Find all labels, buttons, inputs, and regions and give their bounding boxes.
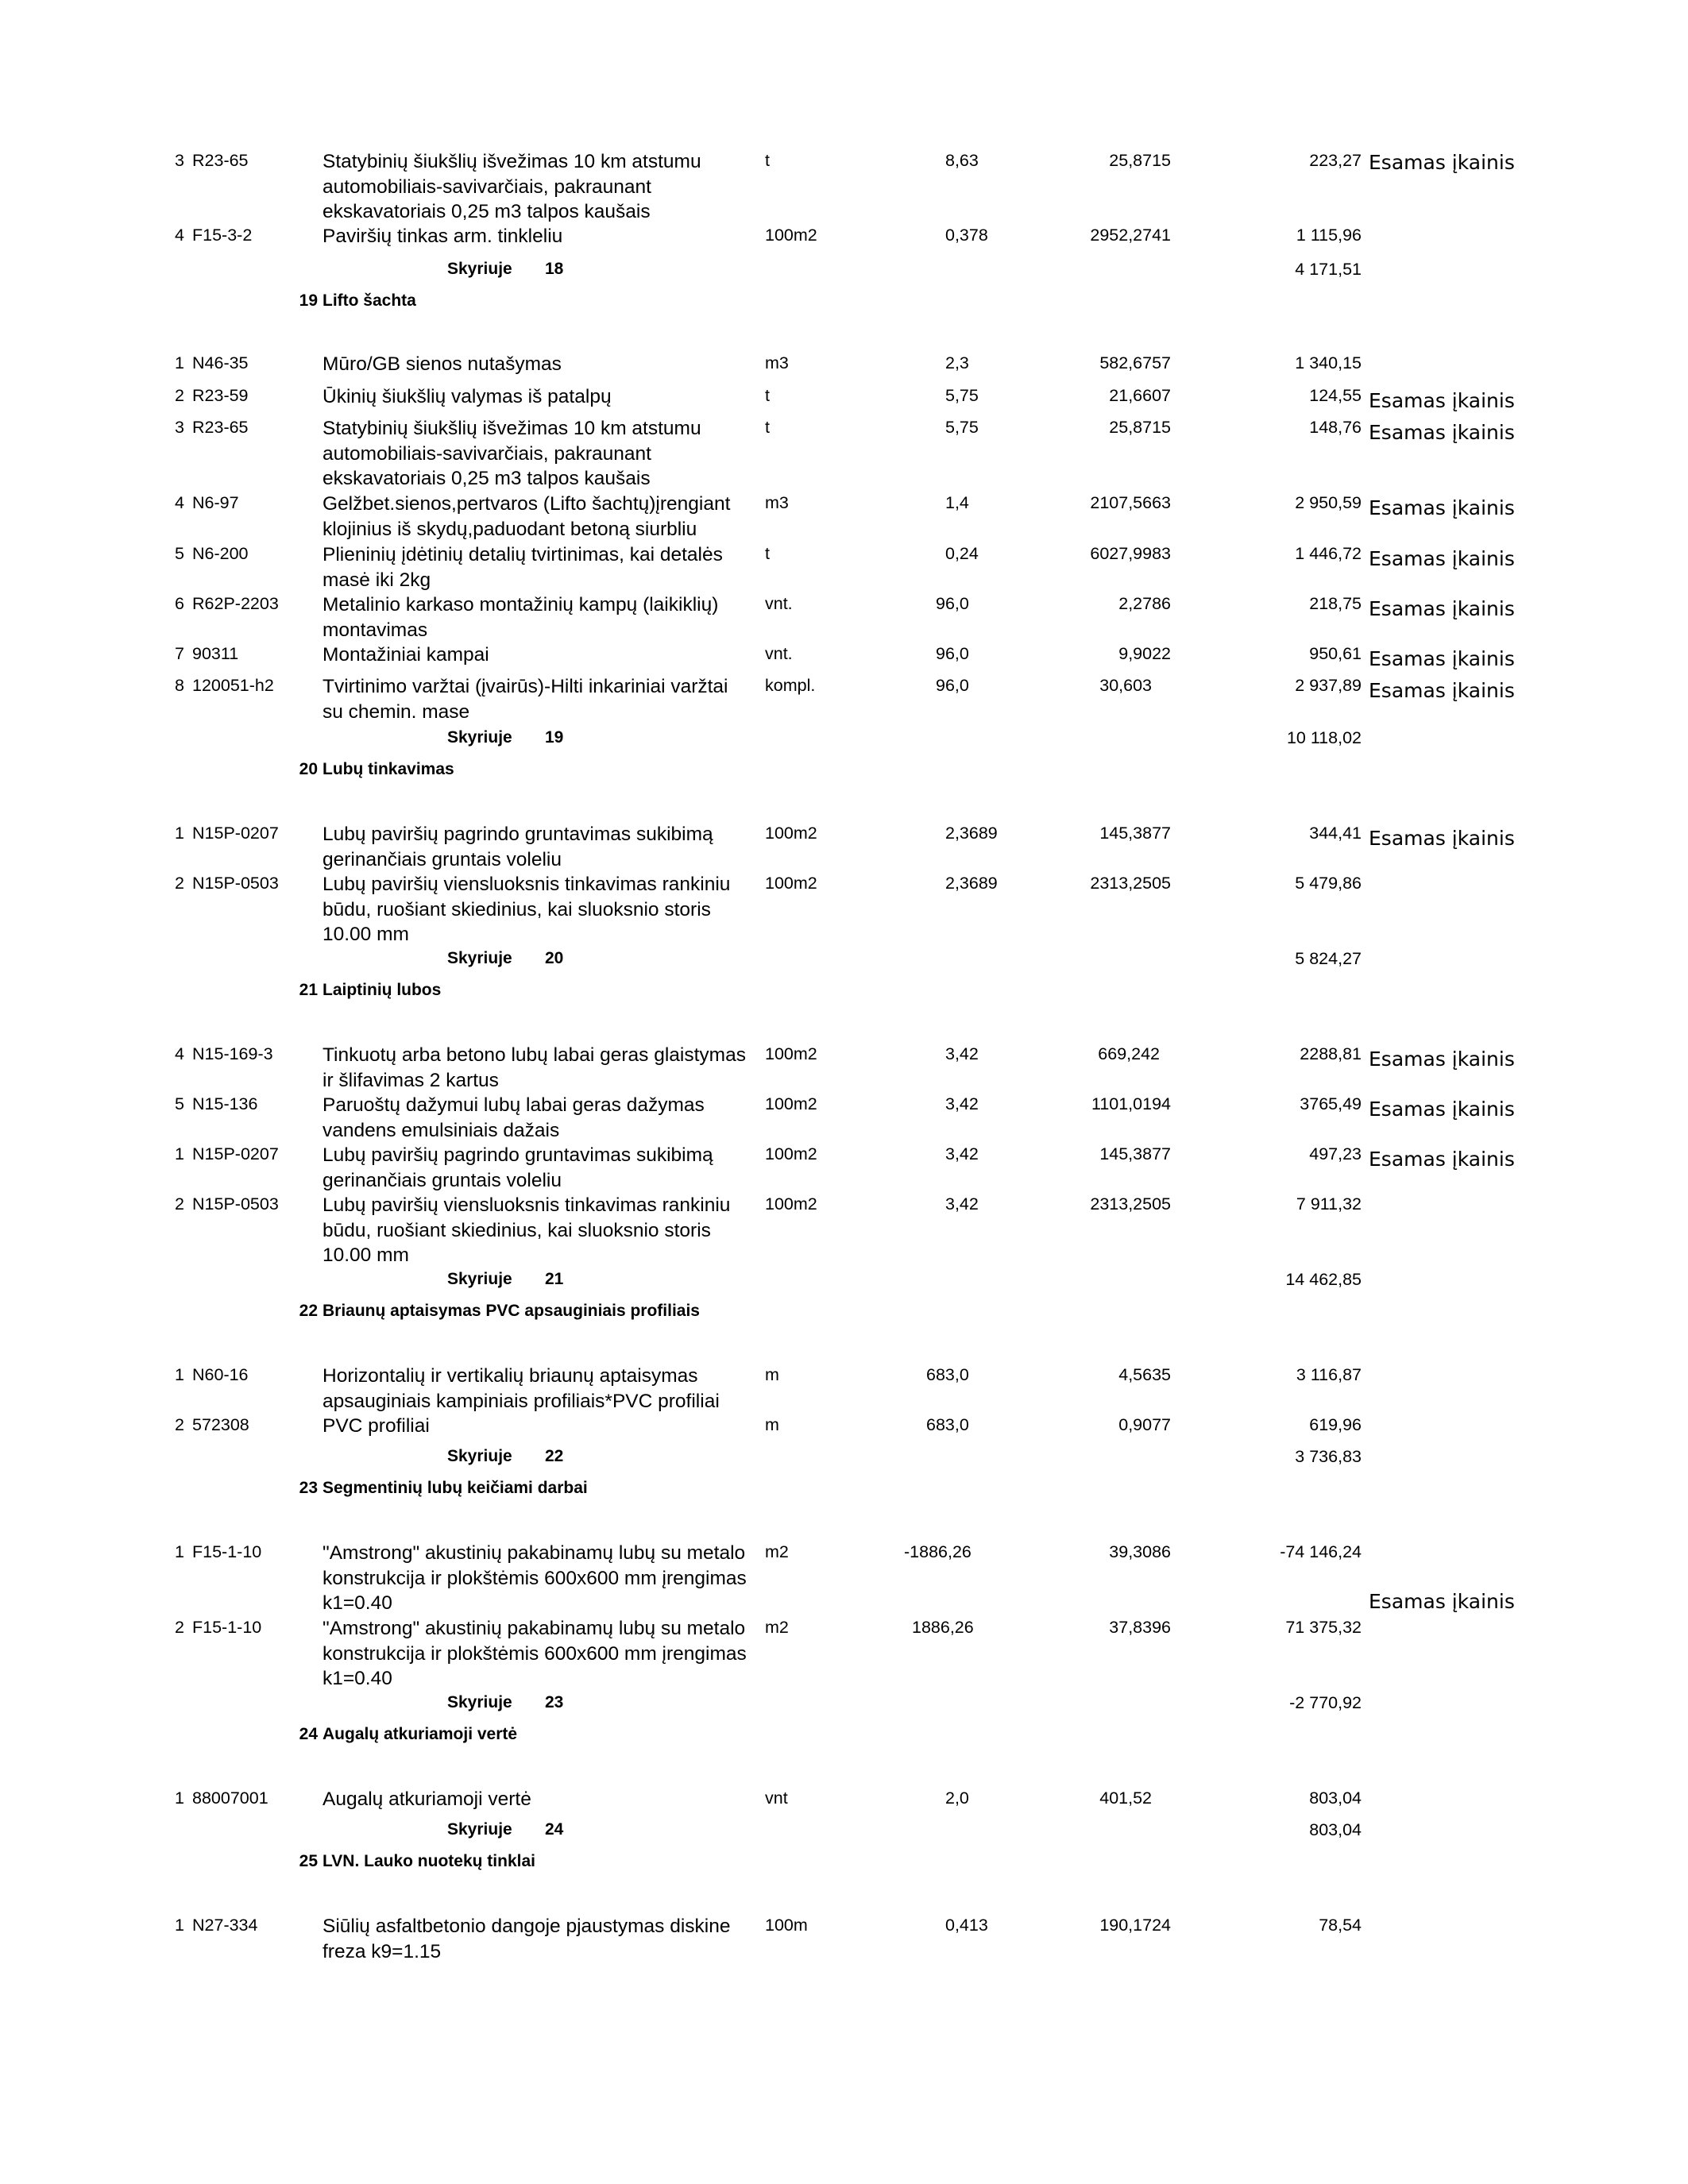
item-number: 5 (175, 544, 184, 563)
subtotal-value: -2 770,92 (1289, 1693, 1362, 1712)
item-code: N46-35 (192, 353, 249, 372)
item-price: 2952,2741 (1090, 226, 1171, 245)
item-code: N15P-0503 (192, 1194, 279, 1214)
section-number: 23 (299, 1479, 318, 1497)
price-note: Esamas įkainis (1369, 679, 1515, 702)
item-unit: 100m2 (765, 226, 817, 245)
item-quantity: 0,24 (945, 544, 979, 563)
item-code: N15P-0503 (192, 874, 279, 893)
section-title: LVN. Lauko nuotekų tinklai (323, 1852, 535, 1870)
item-total: 223,27 (1309, 151, 1362, 170)
item-number: 2 (175, 1618, 184, 1637)
item-price: 145,3877 (1099, 1144, 1171, 1163)
item-quantity: 683,0 (926, 1415, 969, 1434)
item-code: N60-16 (192, 1365, 249, 1384)
subtotal-label: Skyriuje (447, 1820, 512, 1839)
item-quantity: 0,378 (945, 226, 988, 245)
price-note: Esamas įkainis (1369, 496, 1515, 519)
item-total: 619,96 (1309, 1415, 1362, 1434)
item-number: 1 (175, 353, 184, 372)
item-total: 71 375,32 (1285, 1618, 1362, 1637)
section-title: Lubų tinkavimas (323, 760, 454, 778)
subtotal-section-number: 22 (545, 1447, 564, 1465)
subtotal-value: 14 462,85 (1285, 1270, 1362, 1289)
subtotal-label: Skyriuje (447, 728, 512, 747)
item-total: 803,04 (1309, 1788, 1362, 1808)
section-number: 24 (299, 1725, 318, 1743)
item-code: N15-169-3 (192, 1044, 273, 1063)
item-quantity: 0,413 (945, 1916, 988, 1935)
item-number: 3 (175, 151, 184, 170)
item-unit: 100m2 (765, 1094, 817, 1113)
subtotal-section-number: 21 (545, 1270, 564, 1288)
item-unit: t (765, 151, 770, 170)
item-price: 6027,9983 (1090, 544, 1171, 563)
section-number: 22 (299, 1302, 318, 1320)
item-code: R23-65 (192, 418, 249, 437)
item-price: 0,9077 (1118, 1415, 1171, 1434)
item-code: F15-1-10 (192, 1542, 262, 1561)
item-quantity: -1886,26 (904, 1542, 971, 1561)
price-note: Esamas įkainis (1369, 1148, 1515, 1171)
item-price: 145,3877 (1099, 824, 1171, 843)
item-quantity: 96,0 (936, 676, 969, 695)
item-price: 39,3086 (1109, 1542, 1171, 1561)
item-number: 3 (175, 418, 184, 437)
item-total: 497,23 (1309, 1144, 1362, 1163)
subtotal-label: Skyriuje (447, 949, 512, 967)
subtotal-label: Skyriuje (447, 1447, 512, 1465)
item-unit: 100m2 (765, 874, 817, 893)
section-number: 20 (299, 760, 318, 778)
price-note: Esamas įkainis (1369, 597, 1515, 620)
item-number: 4 (175, 226, 184, 245)
item-quantity: 96,0 (936, 594, 969, 613)
item-total: 3 116,87 (1296, 1365, 1362, 1384)
item-total: 124,55 (1309, 386, 1362, 405)
item-total: 78,54 (1319, 1916, 1362, 1935)
item-code: N15P-0207 (192, 824, 279, 843)
item-description: Montažiniai kampai (323, 644, 489, 666)
item-total: 1 115,96 (1296, 226, 1362, 245)
subtotal-value: 803,04 (1309, 1820, 1362, 1839)
item-number: 2 (175, 1194, 184, 1214)
item-quantity: 2,0 (945, 1788, 969, 1808)
item-price: 401,52 (1099, 1788, 1152, 1808)
item-code: 88007001 (192, 1788, 268, 1808)
item-unit: 100m (765, 1916, 808, 1935)
item-price: 25,8715 (1109, 418, 1171, 437)
subtotal-value: 10 118,02 (1286, 728, 1362, 747)
item-quantity: 1,4 (945, 493, 969, 512)
item-quantity: 5,75 (945, 418, 979, 437)
item-code: R23-59 (192, 386, 249, 405)
item-description: "Amstrong" akustinių pakabinamų lubų su metalo konstrukcija ir plokštėmis 600x600 mm įrengimas k1=0.40 (323, 1542, 747, 1614)
item-description: Mūro/GB sienos nutašymas (323, 353, 562, 375)
item-total: 344,41 (1309, 824, 1362, 843)
item-description: Siūlių asfaltbetonio dangoje pjaustymas diskine freza k9=1.15 (323, 1916, 731, 1962)
item-code: R62P-2203 (192, 594, 279, 613)
subtotal-value: 4 171,51 (1295, 260, 1362, 279)
item-quantity: 5,75 (945, 386, 979, 405)
item-description: Tvirtinimo varžtai (įvairūs)-Hilti inkariniai varžtai su chemin. mase (323, 676, 728, 723)
item-price: 582,6757 (1099, 353, 1171, 372)
item-unit: m3 (765, 353, 789, 372)
item-code: 90311 (192, 644, 239, 663)
item-description: Paviršių tinkas arm. tinkleliu (323, 226, 563, 247)
item-number: 7 (175, 644, 184, 663)
price-note: Esamas įkainis (1369, 1590, 1515, 1613)
item-total: 1 340,15 (1295, 353, 1362, 372)
item-description: Lubų paviršių pagrindo gruntavimas sukibimą gerinančiais gruntais voleliu (323, 824, 713, 870)
item-quantity: 8,63 (945, 151, 979, 170)
item-total: 148,76 (1309, 418, 1362, 437)
item-description: Statybinių šiukšlių išvežimas 10 km atstumu automobiliais-savivarčiais, pakraunant ekskavatoriais 0,25 m3 talpos kaušais (323, 151, 701, 222)
item-description: Lubų paviršių viensluoksnis tinkavimas rankiniu būdu, ruošiant skiedinius, kai sluoksnio storis 10.00 mm (323, 874, 731, 945)
item-unit: 100m2 (765, 1044, 817, 1063)
section-title: Briaunų aptaisymas PVC apsauginiais profiliais (323, 1302, 700, 1320)
item-unit: m3 (765, 493, 789, 512)
item-unit: 100m2 (765, 1194, 817, 1214)
item-total: 218,75 (1309, 594, 1362, 613)
item-description: Horizontalių ir vertikalių briaunų aptaisymas apsauginiais kampiniais profiliais*PVC profiliai (323, 1365, 720, 1412)
item-unit: m2 (765, 1542, 789, 1561)
subtotal-label: Skyriuje (447, 1270, 512, 1288)
price-note: Esamas įkainis (1369, 389, 1515, 412)
item-unit: 100m2 (765, 1144, 817, 1163)
item-number: 1 (175, 1916, 184, 1935)
subtotal-section-number: 18 (545, 260, 564, 278)
item-number: 2 (175, 1415, 184, 1434)
item-unit: vnt. (765, 594, 793, 613)
item-total: 5 479,86 (1295, 874, 1362, 893)
item-total: 2288,81 (1300, 1044, 1362, 1063)
item-number: 1 (175, 1542, 184, 1561)
item-price: 2,2786 (1118, 594, 1171, 613)
item-price: 190,1724 (1099, 1916, 1171, 1935)
item-price: 669,242 (1098, 1044, 1160, 1063)
item-price: 37,8396 (1109, 1618, 1171, 1637)
subtotal-label: Skyriuje (447, 260, 512, 278)
item-quantity: 3,42 (945, 1194, 979, 1214)
item-description: Tinkuotų arba betono lubų labai geras glaistymas ir šlifavimas 2 kartus (323, 1044, 746, 1091)
item-description: Lubų paviršių viensluoksnis tinkavimas rankiniu būdu, ruošiant skiedinius, kai sluoksnio storis 10.00 mm (323, 1194, 731, 1266)
item-quantity: 2,3 (945, 353, 969, 372)
item-description: "Amstrong" akustinių pakabinamų lubų su metalo konstrukcija ir plokštėmis 600x600 mm įrengimas k1=0.40 (323, 1618, 747, 1689)
item-quantity: 3,42 (945, 1094, 979, 1113)
item-quantity: 2,3689 (945, 824, 998, 843)
item-description: PVC profiliai (323, 1415, 430, 1437)
item-price: 9,9022 (1118, 644, 1171, 663)
item-unit: vnt (765, 1788, 788, 1808)
item-number: 2 (175, 874, 184, 893)
price-note: Esamas įkainis (1369, 1048, 1515, 1071)
price-note: Esamas įkainis (1369, 647, 1515, 670)
item-number: 8 (175, 676, 184, 695)
item-code: N27-334 (192, 1916, 258, 1935)
price-note: Esamas įkainis (1369, 151, 1515, 174)
item-number: 4 (175, 493, 184, 512)
item-description: Metalinio karkaso montažinių kampų (laikiklių) montavimas (323, 594, 719, 641)
subtotal-value: 5 824,27 (1295, 949, 1362, 968)
item-price: 1101,0194 (1091, 1094, 1171, 1113)
section-number: 19 (299, 291, 318, 310)
item-unit: m (765, 1415, 779, 1434)
item-description: Plieninių įdėtinių detalių tvirtinimas, kai detalės masė iki 2kg (323, 544, 723, 591)
item-price: 21,6607 (1109, 386, 1171, 405)
item-code: F15-3-2 (192, 226, 253, 245)
item-code: F15-1-10 (192, 1618, 262, 1637)
item-number: 1 (175, 1788, 184, 1808)
item-description: Ūkinių šiukšlių valymas iš patalpų (323, 386, 612, 407)
item-description: Gelžbet.sienos,pertvaros (Lifto šachtų)įrengiant klojinius iš skydų,paduodant betoną siurbliu (323, 493, 731, 540)
item-description: Augalų atkuriamoji vertė (323, 1788, 531, 1810)
price-note: Esamas įkainis (1369, 1098, 1515, 1121)
item-price: 30,603 (1099, 676, 1152, 695)
item-number: 1 (175, 1365, 184, 1384)
item-price: 2107,5663 (1090, 493, 1171, 512)
item-total: -74 146,24 (1280, 1542, 1362, 1561)
item-quantity: 3,42 (945, 1044, 979, 1063)
item-number: 1 (175, 1144, 184, 1163)
item-code: N15P-0207 (192, 1144, 279, 1163)
price-note: Esamas įkainis (1369, 827, 1515, 850)
item-unit: t (765, 418, 770, 437)
item-unit: m2 (765, 1618, 789, 1637)
subtotal-section-number: 23 (545, 1693, 564, 1711)
item-unit: m (765, 1365, 779, 1384)
item-total: 1 446,72 (1295, 544, 1362, 563)
item-unit: vnt. (765, 644, 793, 663)
item-unit: kompl. (765, 676, 816, 695)
price-note: Esamas įkainis (1369, 547, 1515, 570)
item-total: 2 950,59 (1295, 493, 1362, 512)
section-title: Augalų atkuriamoji vertė (323, 1725, 518, 1743)
subtotal-section-number: 19 (545, 728, 564, 747)
item-number: 6 (175, 594, 184, 613)
item-total: 950,61 (1309, 644, 1362, 663)
item-description: Lubų paviršių pagrindo gruntavimas sukibimą gerinančiais gruntais voleliu (323, 1144, 713, 1191)
subtotal-section-number: 20 (545, 949, 564, 967)
item-unit: t (765, 544, 770, 563)
item-code: 120051-h2 (192, 676, 274, 695)
item-description: Statybinių šiukšlių išvežimas 10 km atstumu automobiliais-savivarčiais, pakraunant ekskavatoriais 0,25 m3 talpos kaušais (323, 418, 701, 489)
item-quantity: 3,42 (945, 1144, 979, 1163)
subtotal-label: Skyriuje (447, 1693, 512, 1711)
item-price: 4,5635 (1118, 1365, 1171, 1384)
item-number: 4 (175, 1044, 184, 1063)
item-code: N6-97 (192, 493, 239, 512)
section-title: Laiptinių lubos (323, 981, 442, 999)
subtotal-value: 3 736,83 (1295, 1447, 1362, 1466)
item-quantity: 2,3689 (945, 874, 998, 893)
item-price: 2313,2505 (1090, 1194, 1171, 1214)
section-title: Segmentinių lubų keičiami darbai (323, 1479, 588, 1497)
item-code: 572308 (192, 1415, 249, 1434)
item-number: 2 (175, 386, 184, 405)
item-quantity: 683,0 (926, 1365, 969, 1384)
item-total: 2 937,89 (1295, 676, 1362, 695)
item-description: Paruoštų dažymui lubų labai geras dažymas vandens emulsiniais dažais (323, 1094, 705, 1141)
item-total: 3765,49 (1300, 1094, 1362, 1113)
section-number: 25 (299, 1852, 318, 1870)
item-price: 25,8715 (1109, 151, 1171, 170)
item-number: 5 (175, 1094, 184, 1113)
item-price: 2313,2505 (1090, 874, 1171, 893)
item-unit: t (765, 386, 770, 405)
item-number: 1 (175, 824, 184, 843)
item-code: R23-65 (192, 151, 249, 170)
item-code: N15-136 (192, 1094, 258, 1113)
section-number: 21 (299, 981, 318, 999)
item-quantity: 96,0 (936, 644, 969, 663)
subtotal-section-number: 24 (545, 1820, 564, 1839)
price-note: Esamas įkainis (1369, 421, 1515, 444)
item-unit: 100m2 (765, 824, 817, 843)
section-title: Lifto šachta (323, 291, 416, 310)
item-quantity: 1886,26 (912, 1618, 974, 1637)
item-total: 7 911,32 (1296, 1194, 1362, 1214)
item-code: N6-200 (192, 544, 249, 563)
